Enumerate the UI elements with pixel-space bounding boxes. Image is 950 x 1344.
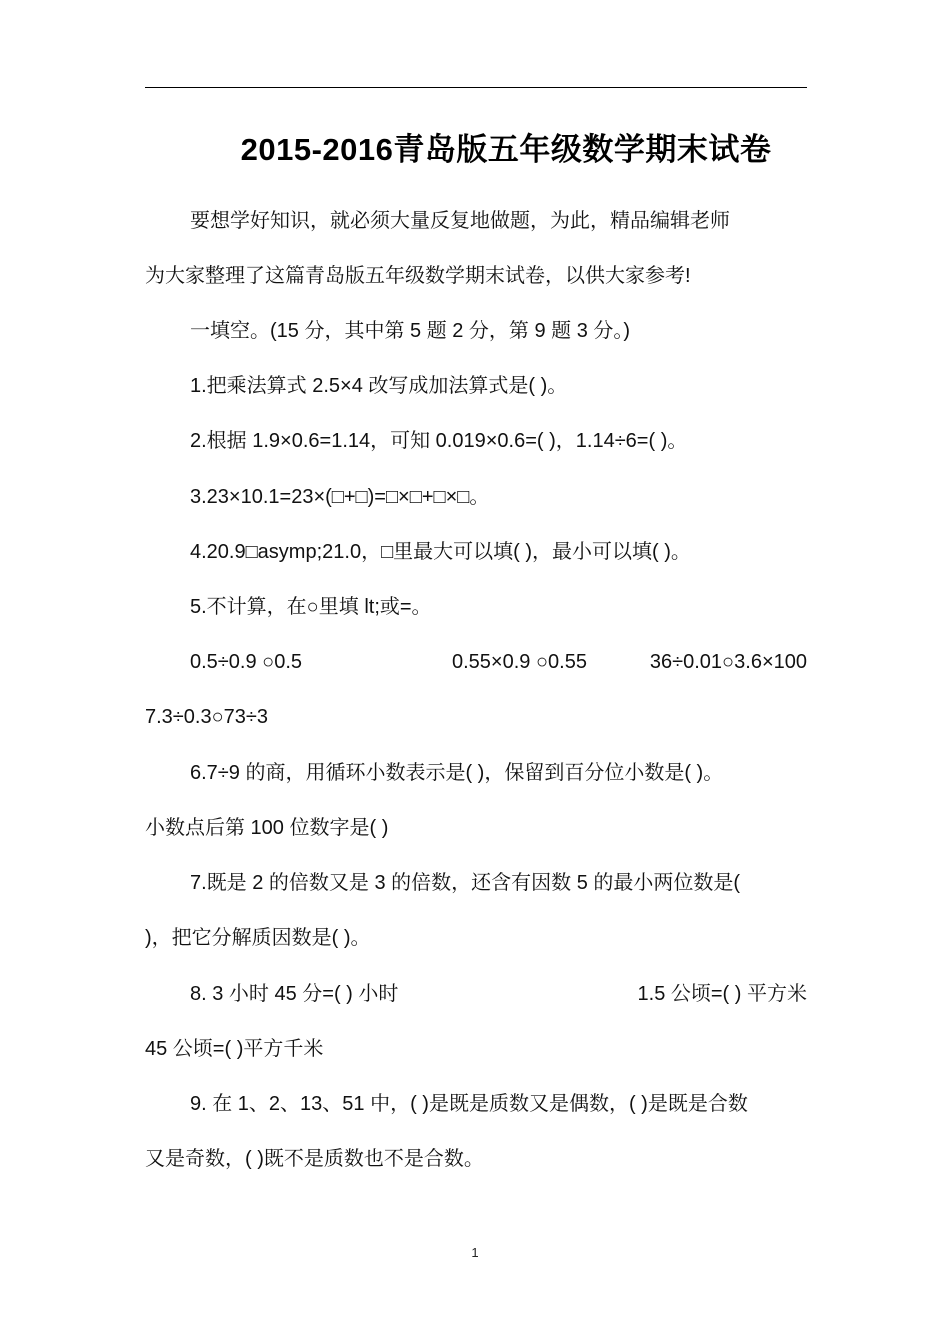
page-number: 1 xyxy=(471,1245,479,1260)
question-5-item-b: 0.55×0.9 ○0.55 xyxy=(452,651,587,673)
question-6-line-1: 6.7÷9 的商，用循环小数表示是( )，保留到百分位小数是( )。 xyxy=(190,762,724,784)
question-5-item-d: 7.3÷0.3○73÷3 xyxy=(145,706,269,728)
question-5-item-a: 0.5÷0.9 ○0.5 xyxy=(190,651,303,673)
question-7-line-2: )，把它分解质因数是( )。 xyxy=(145,927,371,949)
question-4: 4.20.9□asymp;21.0，□里最大可以填( )，最小可以填( )。 xyxy=(190,541,691,563)
question-8-item-c: 45 公顷=( )平方千米 xyxy=(145,1038,324,1060)
question-5-item-c: 36÷0.01○3.6×100 xyxy=(649,651,807,673)
header-rule xyxy=(145,87,807,88)
question-8-item-a: 8. 3 小时 45 分=( ) 小时 xyxy=(190,983,399,1005)
question-2: 2.根据 1.9×0.6=1.14，可知 0.019×0.6=( )，1.14÷6=( )。 xyxy=(190,430,688,452)
section-heading: 一填空。(15 分，其中第 5 题 2 分，第 9 题 3 分。) xyxy=(190,320,631,342)
question-6-line-2: 小数点后第 100 位数字是( ) xyxy=(145,817,389,839)
question-8-item-b: 1.5 公顷=( ) 平方米 xyxy=(637,983,807,1005)
intro-paragraph-line-2: 为大家整理了这篇青岛版五年级数学期末试卷，以供大家参考! xyxy=(145,265,691,287)
document-title: 2015-2016青岛版五年级数学期末试卷 xyxy=(240,132,772,167)
question-1: 1.把乘法算式 2.5×4 改写成加法算式是( )。 xyxy=(190,375,568,397)
question-3: 3.23×10.1=23×(□+□)=□×□+□×□。 xyxy=(190,486,490,508)
question-9-line-1: 9. 在 1、2、13、51 中，( )是既是质数又是偶数，( )是既是合数 xyxy=(190,1093,748,1115)
question-9-line-2: 又是奇数，( )既不是质数也不是合数。 xyxy=(145,1148,484,1170)
question-7-line-1: 7.既是 2 的倍数又是 3 的倍数，还含有因数 5 的最小两位数是( xyxy=(190,872,741,894)
intro-paragraph-line-1: 要想学好知识，就必须大量反复地做题，为此，精品编辑老师 xyxy=(190,210,730,232)
question-5: 5.不计算，在○里填 lt;或=。 xyxy=(190,596,432,618)
